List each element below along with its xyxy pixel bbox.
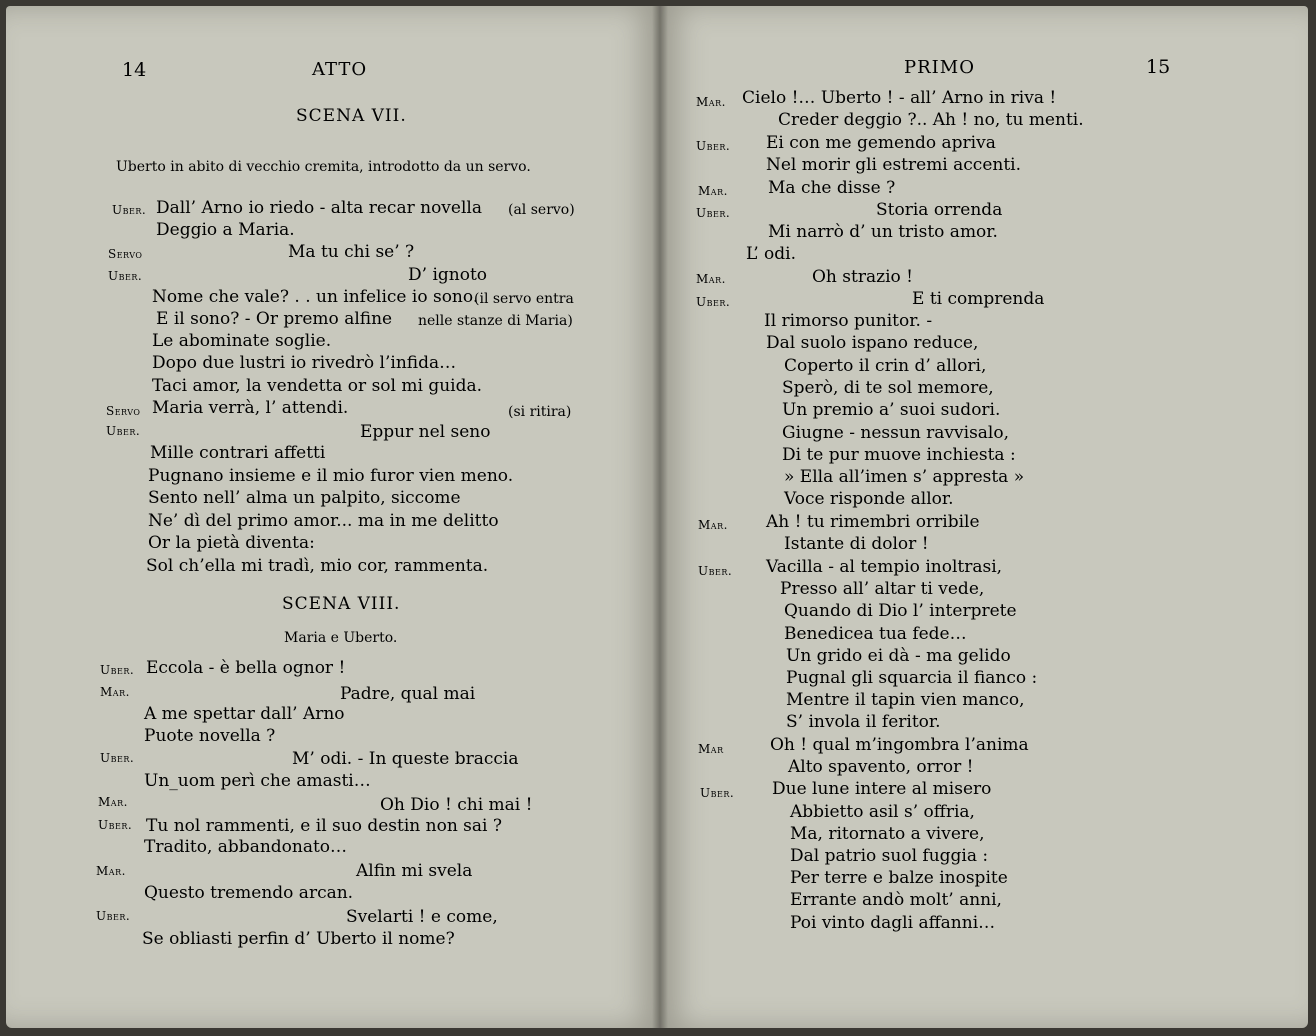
speaker: Servo (108, 247, 143, 261)
verse-line: Vacilla - al tempio inoltrasi, (766, 557, 1003, 577)
speaker: Mar. (98, 795, 128, 809)
stage-direction: nelle stanze di Maria) (418, 313, 573, 329)
verse-line: Sol ch’ella mi tradì, mio cor, rammenta. (146, 556, 489, 576)
verse-line: Mille contrari affetti (150, 443, 326, 463)
verse-line: Dal suolo ispano reduce, (766, 333, 979, 353)
verse-line: Giugne - nessun ravvisalo, (782, 423, 1010, 443)
verse-line: Cielo !… Uberto ! - all’ Arno in riva ! (742, 88, 1057, 108)
speaker: Mar (698, 742, 724, 756)
speaker: Uber. (696, 206, 731, 220)
verse-line: Ah ! tu rimembri orribile (766, 512, 980, 532)
verse-line: Tu nol rammenti, e il suo destin non sai ? (146, 816, 502, 836)
verse-line: Maria verrà, l’ attendi. (152, 398, 349, 418)
running-head-left: ATTO (312, 59, 368, 80)
speaker: Uber. (696, 139, 731, 153)
verse-line: Un premio a’ suoi sudori. (782, 400, 1001, 420)
verse-line: Un_uom perì che amasti… (144, 771, 371, 791)
verse-line: Per terre e balze inospite (790, 868, 1008, 888)
verse-line: Poi vinto dagli affanni… (790, 913, 996, 933)
verse-line: A me spettar dall’ Arno (144, 704, 345, 724)
verse-line: Voce risponde allor. (784, 489, 954, 509)
verse-line: Abbietto asil s’ offria, (790, 802, 975, 822)
scene-7-direction: Uberto in abito di vecchio cremita, introdotto da un servo. (116, 159, 531, 175)
verse-line: Il rimorso punitor. - (764, 311, 933, 331)
scene-7-title: SCENA VII. (296, 106, 407, 126)
verse-line: Presso all’ altar ti vede, (780, 579, 985, 599)
verse-line: Puote novella ? (144, 726, 276, 746)
speaker: Mar. (96, 864, 126, 878)
verse-line: Ma, ritornato a vivere, (790, 824, 985, 844)
verse-line: » Ella all’imen s’ appresta » (784, 467, 1025, 487)
verse-line: Pugnal gli squarcia il fianco : (786, 668, 1038, 688)
scene-8-direction: Maria e Uberto. (284, 630, 398, 646)
verse-line: Le abominate soglie. (152, 331, 332, 351)
speaker: Uber. (98, 818, 133, 832)
speaker: Mar. (698, 184, 728, 198)
speaker: Mar. (696, 272, 726, 286)
verse-line: Mentre il tapin vien manco, (786, 690, 1025, 710)
verse-line: Creder deggio ?.. Ah ! no, tu menti. (778, 110, 1084, 130)
verse-line: D’ ignoto (408, 265, 488, 285)
verse-line: Sento nell’ alma un palpito, siccome (148, 488, 461, 508)
speaker: Uber. (700, 786, 735, 800)
verse-line: Sperò, di te sol memore, (782, 378, 994, 398)
speaker: Mar. (100, 685, 130, 699)
stage-direction: (al servo) (508, 202, 575, 218)
verse-line: Taci amor, la vendetta or sol mi guida. (152, 376, 483, 396)
verse-line: Alfin mi svela (356, 861, 473, 881)
verse-line: Oh ! qual m’ingombra l’anima (770, 735, 1029, 755)
verse-line: Ma che disse ? (768, 178, 896, 198)
speaker: Uber. (100, 751, 135, 765)
verse-line: Questo tremendo arcan. (144, 883, 354, 903)
verse-line: Se obliasti perfin d’ Uberto il nome? (142, 929, 455, 949)
verse-line: Ne’ dì del primo amor... ma in me delitto (148, 511, 499, 531)
verse-line: Mi narrò d’ un tristo amor. (768, 222, 998, 242)
verse-line: E il sono? - Or premo alfine (156, 309, 393, 329)
speaker: Uber. (108, 269, 143, 283)
speaker: Uber. (96, 909, 131, 923)
verse-line: Storia orrenda (876, 200, 1003, 220)
speaker: Mar. (696, 95, 726, 109)
scene-8-title: SCENA VIII. (282, 594, 401, 614)
stage-direction: (si ritira) (508, 404, 572, 420)
speaker: Uber. (100, 663, 135, 677)
verse-line: S’ invola il feritor. (786, 712, 941, 732)
speaker: Mar. (698, 518, 728, 532)
verse-line: Padre, qual mai (340, 684, 476, 704)
verse-line: Eccola - è bella ognor ! (146, 658, 346, 678)
verse-line: Tradito, abbandonato… (144, 837, 348, 857)
running-head-right: PRIMO (904, 57, 975, 78)
verse-line: Svelarti ! e come, (346, 907, 498, 927)
verse-line: Pugnano insieme e il mio furor vien meno. (148, 466, 514, 486)
verse-line: Errante andò molt’ anni, (790, 890, 1002, 910)
verse-line: Di te pur muove inchiesta : (782, 445, 1016, 465)
page-number-right: 15 (1146, 56, 1171, 78)
verse-line: Coperto il crin d’ allori, (784, 356, 987, 376)
speaker: Uber. (112, 203, 147, 217)
speaker: Servo (106, 404, 141, 418)
page-number-left: 14 (122, 59, 147, 81)
verse-line: Or la pietà diventa: (148, 533, 315, 553)
verse-line: E ti comprenda (912, 289, 1045, 309)
verse-line: Nel morir gli estremi accenti. (766, 155, 1022, 175)
verse-line: Benedicea tua fede… (784, 624, 967, 644)
verse-line: Ei con me gemendo apriva (766, 133, 996, 153)
verse-line: Dall’ Arno io riedo - alta recar novella (156, 198, 482, 218)
verse-line: Ma tu chi se’ ? (288, 242, 415, 262)
verse-line: L’ odi. (746, 244, 796, 264)
verse-line: Istante di dolor ! (784, 534, 929, 554)
verse-line: Due lune intere al misero (772, 779, 992, 799)
verse-line: Dal patrio suol fuggia : (790, 846, 989, 866)
verse-line: Un grido ei dà - ma gelido (786, 646, 1011, 666)
verse-line: Nome che vale? . . un infelice io sono. (152, 287, 479, 307)
verse-line: Oh Dio ! chi mai ! (380, 795, 533, 815)
verse-line: M’ odi. - In queste braccia (292, 749, 519, 769)
stage-direction: (il servo entra (474, 291, 574, 307)
speaker: Uber. (696, 295, 731, 309)
verse-line: Oh strazio ! (812, 267, 913, 287)
verse-line: Quando di Dio l’ interprete (784, 601, 1017, 621)
verse-line: Deggio a Maria. (156, 220, 295, 240)
verse-line: Alto spavento, orror ! (788, 757, 974, 777)
verse-line: Dopo due lustri io rivedrò l’infida… (152, 353, 457, 373)
speaker: Uber. (698, 564, 733, 578)
speaker: Uber. (106, 424, 141, 438)
verse-line: Eppur nel seno (360, 422, 491, 442)
book-gutter (652, 6, 668, 1028)
